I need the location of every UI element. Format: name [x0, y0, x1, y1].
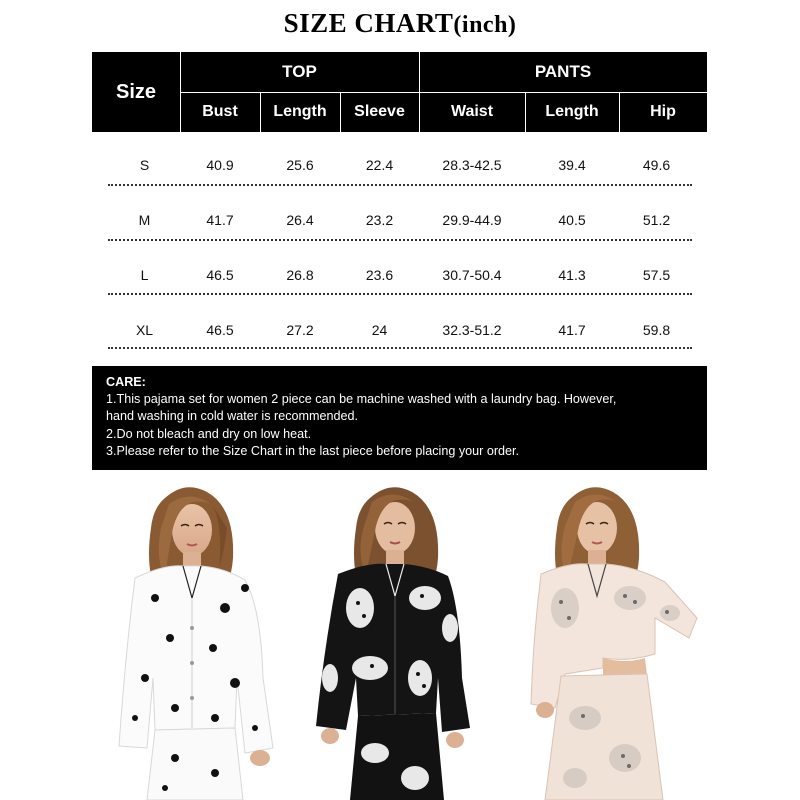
pants-group-header: PANTS	[534, 62, 592, 81]
cell-bust: 40.9	[206, 157, 234, 173]
cell-top-length: 26.4	[286, 212, 314, 228]
cell-sleeve: 22.4	[365, 157, 394, 173]
cell-hip: 59.8	[642, 322, 671, 338]
size-table-header	[92, 52, 707, 132]
title-unit: (inch)	[453, 12, 517, 38]
cell-bust: 46.5	[206, 322, 234, 338]
cell-hip: 49.6	[642, 157, 671, 173]
row-divider	[108, 184, 692, 186]
table-row	[92, 260, 707, 290]
cell-size: XL	[135, 322, 154, 338]
row-divider	[108, 347, 692, 349]
title-main: SIZE CHART	[283, 8, 454, 38]
cell-bust: 41.7	[206, 212, 234, 228]
row-divider	[108, 239, 692, 241]
col-header-top-length: Length	[273, 103, 327, 120]
cell-top-length: 25.6	[286, 157, 314, 173]
col-header-sleeve: Sleeve	[354, 103, 405, 120]
care-line: hand washing in cold water is recommended.	[106, 409, 359, 424]
care-line: 1.This pajama set for women 2 piece can be machine washed with a laundry bag. However,	[106, 392, 617, 407]
cell-pants-length: 39.4	[558, 157, 586, 173]
top-group-header: TOP	[282, 62, 317, 81]
row-divider	[108, 293, 692, 295]
model-white-pajama-image	[95, 478, 285, 800]
care-title: CARE:	[106, 375, 146, 389]
cell-pants-length: 41.3	[558, 267, 586, 283]
cell-top-length: 26.8	[286, 267, 314, 283]
size-header: Size	[115, 80, 157, 103]
product-photos	[0, 478, 800, 800]
cell-pants-length: 40.5	[558, 212, 586, 228]
table-row	[92, 205, 707, 235]
table-row	[92, 315, 707, 345]
col-header-hip: Hip	[650, 103, 676, 120]
care-line: 3.Please refer to the Size Chart in the last piece before placing your order.	[106, 443, 520, 458]
cell-sleeve: 23.6	[365, 267, 394, 283]
cell-waist: 29.9-44.9	[442, 212, 502, 228]
cell-waist: 30.7-50.4	[442, 267, 502, 283]
cell-sleeve: 23.2	[365, 212, 394, 228]
cell-pants-length: 41.7	[558, 322, 586, 338]
cell-top-length: 27.2	[286, 322, 314, 338]
cell-size: L	[140, 267, 149, 283]
cell-size: S	[139, 157, 150, 173]
col-header-bust: Bust	[202, 103, 238, 120]
table-row	[92, 150, 707, 180]
cell-bust: 46.5	[206, 267, 234, 283]
care-instructions	[92, 366, 707, 470]
col-header-waist: Waist	[450, 103, 494, 120]
cell-waist: 32.3-51.2	[442, 322, 502, 338]
cell-hip: 57.5	[642, 267, 671, 283]
col-header-pants-length: Length	[545, 103, 599, 120]
cell-size: M	[138, 212, 151, 228]
cell-hip: 51.2	[642, 212, 671, 228]
model-cream-pajama-image	[505, 478, 705, 800]
care-line: 2.Do not bleach and dry on low heat.	[106, 426, 312, 441]
model-black-pajama-image	[300, 478, 490, 800]
cell-waist: 28.3-42.5	[442, 157, 502, 173]
cell-sleeve: 24	[371, 322, 388, 338]
page-title	[0, 8, 800, 39]
